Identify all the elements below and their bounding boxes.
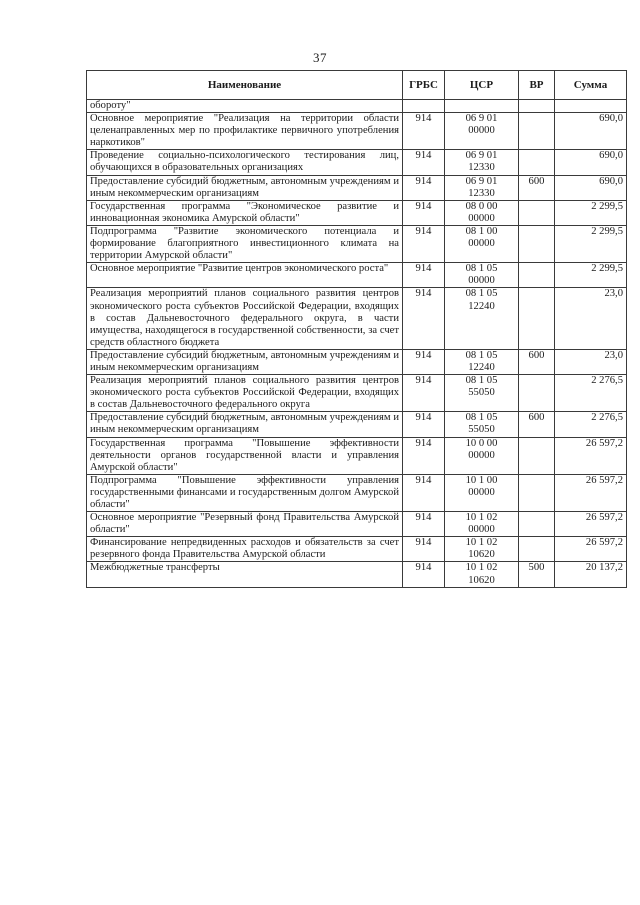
cell-name: Финансирование непредвиденных расходов и обязательств за счет резервного фонда Правительства Амурской области (87, 537, 403, 562)
table-row (87, 113, 627, 150)
cell-csr: 06 9 01 12330 (445, 150, 519, 175)
table-row (87, 175, 627, 200)
cell-csr (445, 100, 519, 113)
cell-csr: 08 1 05 12240 (445, 288, 519, 349)
cell-name: Государственная программа "Повышение эффективности деятельности органов государственной власти и управления Амурской области" (87, 437, 403, 474)
cell-vr (519, 100, 555, 113)
cell-sum: 2 299,5 (555, 225, 627, 262)
header-row (87, 71, 627, 100)
cell-vr (519, 288, 555, 349)
cell-sum: 690,0 (555, 150, 627, 175)
cell-csr: 08 1 00 00000 (445, 225, 519, 262)
table-header (87, 71, 627, 100)
cell-vr (519, 512, 555, 537)
cell-sum: 23,0 (555, 288, 627, 349)
table-row (87, 225, 627, 262)
cell-name: Предоставление субсидий бюджетным, автономным учреждениям и иным некоммерческим организациям (87, 412, 403, 437)
table-row (87, 537, 627, 562)
cell-sum (555, 100, 627, 113)
cell-name: Основное мероприятие "Резервный фонд Правительства Амурской области" (87, 512, 403, 537)
header-vr: ВР (519, 71, 555, 100)
table-row (87, 562, 627, 587)
cell-sum: 2 299,5 (555, 263, 627, 288)
table-row (87, 288, 627, 349)
table-row (87, 375, 627, 412)
cell-vr (519, 225, 555, 262)
cell-sum: 2 276,5 (555, 412, 627, 437)
cell-vr: 600 (519, 412, 555, 437)
table-body (87, 100, 627, 588)
cell-sum: 26 597,2 (555, 512, 627, 537)
cell-grbs: 914 (403, 537, 445, 562)
cell-grbs: 914 (403, 150, 445, 175)
cell-vr: 600 (519, 349, 555, 374)
cell-name: Проведение социально-психологического тестирования лиц, обучающихся в образовательных организациях (87, 150, 403, 175)
cell-sum: 2 276,5 (555, 375, 627, 412)
cell-csr: 08 1 05 55050 (445, 375, 519, 412)
table-row (87, 150, 627, 175)
cell-grbs: 914 (403, 412, 445, 437)
cell-grbs: 914 (403, 225, 445, 262)
cell-vr (519, 200, 555, 225)
cell-vr (519, 375, 555, 412)
cell-sum: 2 299,5 (555, 200, 627, 225)
cell-name: Предоставление субсидий бюджетным, автономным учреждениям и иным некоммерческим организациям (87, 349, 403, 374)
cell-name: обороту" (87, 100, 403, 113)
cell-csr: 10 1 02 10620 (445, 562, 519, 587)
table-row (87, 437, 627, 474)
header-grbs: ГРБС (403, 71, 445, 100)
cell-grbs: 914 (403, 349, 445, 374)
cell-grbs: 914 (403, 512, 445, 537)
table-row (87, 263, 627, 288)
cell-grbs: 914 (403, 437, 445, 474)
cell-vr: 500 (519, 562, 555, 587)
cell-name: Реализация мероприятий планов социального развития центров экономического роста субъектов Российской Федерации, входящих в состав Дальневосточного федерального округа (87, 375, 403, 412)
cell-name: Подпрограмма "Развитие экономического потенциала и формирование благоприятного инвестиционного климата на территории Амурской области" (87, 225, 403, 262)
cell-csr: 10 0 00 00000 (445, 437, 519, 474)
cell-grbs: 914 (403, 288, 445, 349)
header-sum: Сумма (555, 71, 627, 100)
cell-grbs: 914 (403, 175, 445, 200)
cell-sum: 26 597,2 (555, 437, 627, 474)
cell-grbs: 914 (403, 562, 445, 587)
page-number: 37 (313, 50, 327, 65)
cell-sum: 26 597,2 (555, 537, 627, 562)
cell-name: Предоставление субсидий бюджетным, автономным учреждениям и иным некоммерческим организациям (87, 175, 403, 200)
cell-sum: 26 597,2 (555, 474, 627, 511)
cell-csr: 08 0 00 00000 (445, 200, 519, 225)
cell-csr: 08 1 05 00000 (445, 263, 519, 288)
cell-csr: 08 1 05 55050 (445, 412, 519, 437)
budget-table (86, 70, 627, 588)
cell-name: Основное мероприятие "Развитие центров экономического роста" (87, 263, 403, 288)
cell-csr: 10 1 00 00000 (445, 474, 519, 511)
header-name: Наименование (87, 71, 403, 100)
cell-vr: 600 (519, 175, 555, 200)
table-row (87, 474, 627, 511)
cell-grbs: 914 (403, 113, 445, 150)
cell-name: Подпрограмма "Повышение эффективности управления государственными финансами и государственным долгом Амурской области" (87, 474, 403, 511)
cell-csr: 10 1 02 00000 (445, 512, 519, 537)
cell-name: Основное мероприятие "Реализация на территории области целенаправленных мер по профилактике первичного употребления наркотиков" (87, 113, 403, 150)
cell-csr: 06 9 01 12330 (445, 175, 519, 200)
table-row (87, 200, 627, 225)
table-row (87, 100, 627, 113)
cell-sum: 23,0 (555, 349, 627, 374)
cell-csr: 06 9 01 00000 (445, 113, 519, 150)
cell-name: Реализация мероприятий планов социального развития центров экономического роста субъектов Российской Федерации, входящих в состав Дальневосточного федерального округа, в части имущества, находящегося в государственной собственности, за счет средств областного бюджета (87, 288, 403, 349)
cell-vr (519, 537, 555, 562)
cell-grbs (403, 100, 445, 113)
cell-vr (519, 263, 555, 288)
cell-grbs: 914 (403, 263, 445, 288)
table-row (87, 512, 627, 537)
cell-sum: 20 137,2 (555, 562, 627, 587)
cell-grbs: 914 (403, 375, 445, 412)
table-row (87, 412, 627, 437)
cell-name: Государственная программа "Экономическое развитие и инновационная экономика Амурской области" (87, 200, 403, 225)
cell-csr: 08 1 05 12240 (445, 349, 519, 374)
cell-grbs: 914 (403, 474, 445, 511)
cell-grbs: 914 (403, 200, 445, 225)
cell-vr (519, 437, 555, 474)
cell-sum: 690,0 (555, 113, 627, 150)
cell-vr (519, 474, 555, 511)
cell-vr (519, 150, 555, 175)
cell-sum: 690,0 (555, 175, 627, 200)
header-csr: ЦСР (445, 71, 519, 100)
cell-csr: 10 1 02 10620 (445, 537, 519, 562)
cell-name: Межбюджетные трансферты (87, 562, 403, 587)
table-row (87, 349, 627, 374)
cell-vr (519, 113, 555, 150)
